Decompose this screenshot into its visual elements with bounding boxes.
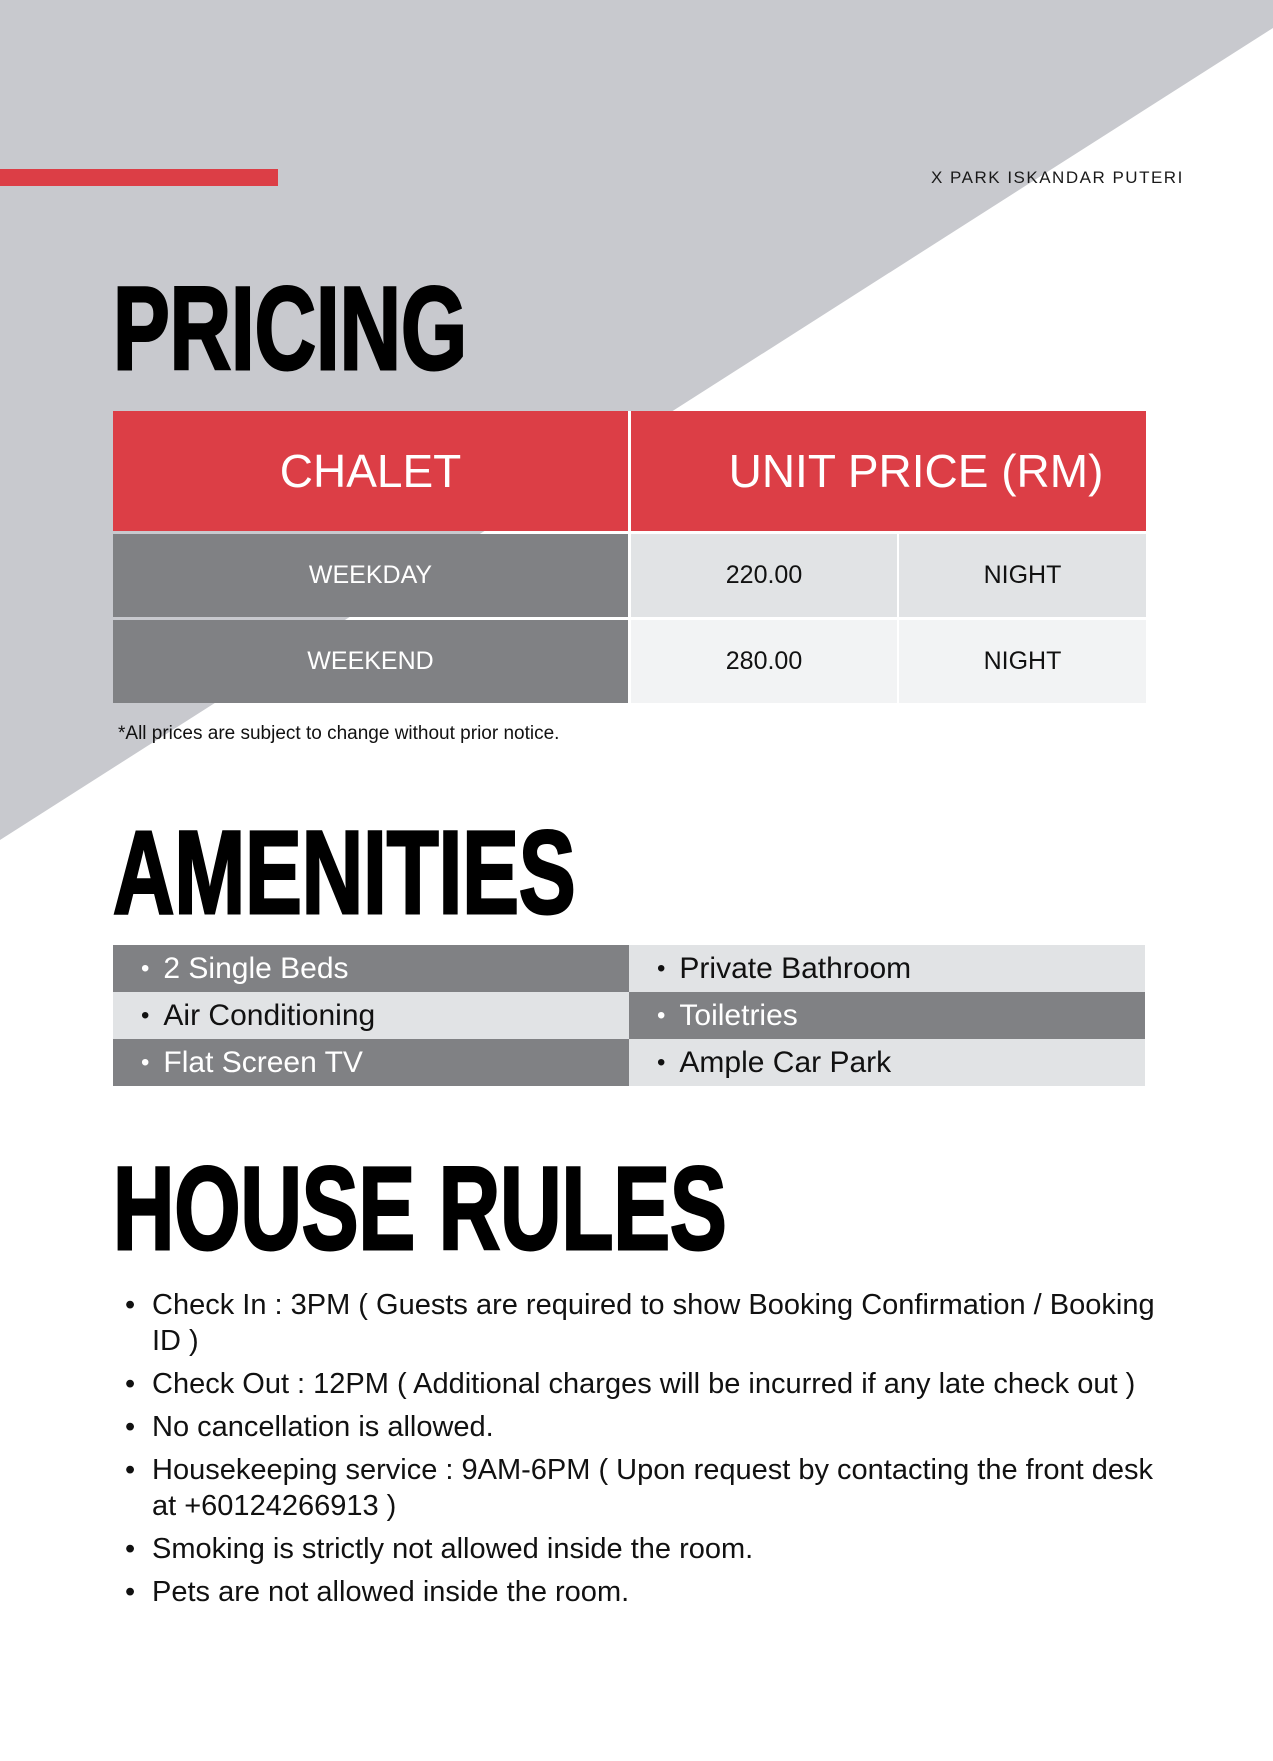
bullet: • [125,1576,136,1608]
row-label: WEEKEND [113,620,631,703]
pricing-table-header [113,411,1146,531]
row-price: 220.00 [631,534,899,617]
house-rules-list [125,1287,1155,1617]
pricing-table [113,411,1146,703]
amenity-label: Flat Screen TV [163,1045,363,1079]
amenities-title: AMENITIES [113,807,576,939]
amenity-item [629,945,1145,992]
list-item [125,1409,1155,1445]
list-item [125,1531,1155,1567]
row-unit: NIGHT [899,620,1146,703]
amenity-item [629,992,1145,1039]
amenity-label: Private Bathroom [679,951,912,985]
bullet: • [125,1289,136,1321]
bullet: • [125,1411,136,1443]
row-unit: NIGHT [899,534,1146,617]
amenity-label: 2 Single Beds [163,951,349,985]
rule-text: Check Out : 12PM ( Additional charges will be incurred if any late check out ) [152,1368,1136,1400]
bullet: • [657,1048,666,1076]
bullet: • [125,1368,136,1400]
amenities-grid [113,945,1146,1086]
price-disclaimer: *All prices are subject to change without prior notice. [118,723,560,744]
rule-text: Smoking is strictly not allowed inside the room. [152,1533,754,1565]
amenities-row [113,1039,1146,1086]
bullet: • [125,1533,136,1565]
amenities-row [113,992,1146,1039]
amenity-label: Air Conditioning [163,998,376,1032]
list-item [125,1452,1155,1524]
row-label: WEEKDAY [113,534,631,617]
header-unit-price: UNIT PRICE (RM) [631,411,1146,531]
bullet: • [141,1001,150,1029]
brand-name: X PARK ISKANDAR PUTERI [931,168,1184,187]
bullet: • [125,1454,136,1486]
list-item [125,1287,1155,1359]
rule-text: Pets are not allowed inside the room. [152,1576,630,1608]
house-rules-title: HOUSE RULES [113,1143,727,1275]
amenity-item [113,945,629,992]
bullet: • [657,954,666,982]
bullet: • [141,954,150,982]
pricing-title: PRICING [113,263,468,395]
rule-text: Check In : 3PM ( Guests are required to show Booking Confirmation / Booking ID ) [152,1289,1155,1357]
table-row [113,620,1146,703]
list-item [125,1574,1155,1610]
header-chalet: CHALET [113,411,631,531]
amenities-row [113,945,1146,992]
table-row [113,534,1146,617]
amenity-item [113,992,629,1039]
bullet: • [141,1048,150,1076]
list-item [125,1366,1155,1402]
amenity-label: Ample Car Park [679,1045,892,1079]
rule-text: No cancellation is allowed. [152,1411,494,1443]
bullet: • [657,1001,666,1029]
amenity-item [629,1039,1145,1086]
row-price: 280.00 [631,620,899,703]
rule-text: Housekeeping service : 9AM-6PM ( Upon request by contacting the front desk at +60124266913 ) [152,1454,1154,1522]
amenity-item [113,1039,629,1086]
amenity-label: Toiletries [679,998,798,1032]
accent-bar [0,169,278,186]
